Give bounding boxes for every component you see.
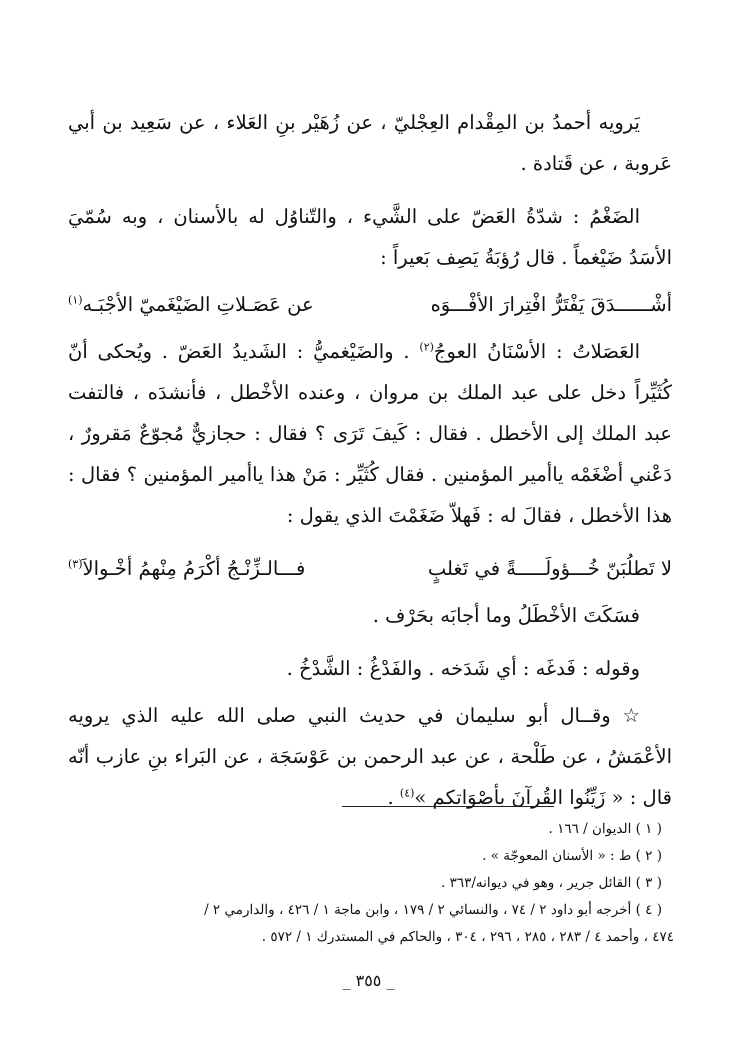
verse-jarir-second-hemistich: فـــالـزِّنْـجُ أكْرَمُ مِنْهمُ أخْـوالاَ$^{(٣)}$ xyxy=(68,557,306,580)
verse-jarir xyxy=(68,548,672,589)
footnote-ref-1: (١) xyxy=(68,293,83,307)
paragraph-akhtal-silent: فسَكَتَ الأخْطَلُ وما أجابَه بحَرْف . xyxy=(372,604,640,627)
paragraph-narration: يَرويه أحمدُ بن المِقْدام العِجْليّ ، عن زُهَيْر بنِ العَلاء ، عن سَعِيد بن أبي عَروبة ، عن قَتادة . xyxy=(68,111,672,175)
verse-ruba-first-hemistich: أشْــــــدَقَ يَفْتَرُّ افْتِرارَ الأفْـــوَه xyxy=(430,293,672,316)
footnote-ref-3: (٣) xyxy=(68,557,83,571)
main-text xyxy=(68,102,672,830)
footnote-3: ( ٣ ) القائل جرير ، وهو في ديوانه/٣٦٣ . xyxy=(441,875,662,891)
footnote-1: ( ١ ) الديوان / ١٦٦ . xyxy=(548,821,662,837)
paragraph-daghm-definition: الضَغْمُ : شدّةُ العَضّ على الشَّيء ، والتّناوُل له بالأسنان ، وبه سُمّيَ الأسَدُ ضَيْغماً . قال رُؤبَةُ يَصِف بَعيراً : xyxy=(68,205,672,269)
footnote-4-continuation: ٤٧٤ ، وأحمد ٤ / ٢٨٣ ، ٢٨٥ ، ٢٩٦ ، ٣٠٤ ، والحاكم في المستدرك ١ / ٥٧٢ . xyxy=(261,929,674,945)
verse-jarir-first-hemistich: لا تَطلُبَنّ خُـــؤولَـــــةً في تَغلبٍ xyxy=(427,557,672,580)
footnote-ref-4: (٤) xyxy=(399,786,415,800)
verse-ruba xyxy=(68,284,672,325)
verse-ruba-second-hemistich: عن عَصَـلاتِ الضَيْغَميّ الأجْبَـه$^{(١)}$ xyxy=(68,293,314,316)
paragraph-asalat-anecdote: العَصَلاتُ : الأسْنَانُ العوجُ$^{(٢)}$ . والضَيْغميُّ : الشَديدُ العَضّ . ويُحكى أنّ كُثَيِّراً دخل على عبد الملك بن مروان ، وعنده الأخْطل ، فأنشدَه ، فالتفت عبد الملك إلى الأخطل . فقال : كَيفَ تَرَى ؟ فقال : حجازيٌّ مُجوّعٌ مَقرورٌ ، دَعْني أضْغَمْه ياأمير المؤمنين . فقال كُثَيِّر : مَنْ هذا ياأمير المؤمنين ؟ فقال : هذا الأخطل ، فقالَ له : فَهلاّ ضَغَمْتَ الذي يقول : xyxy=(68,340,672,527)
footnote-2: ( ٢ ) ط : « الأسنان المعوجّة » . xyxy=(482,848,662,864)
footnote-separator xyxy=(342,806,554,807)
paragraph-hadith-quran-voices: ☆ وقــال أبو سليمان في حديث النبي صلى الله عليه الذي يرويه الأعْمَشُ ، عن طَلْحة ، عن عبد الرحمن بن عَوْسَجَة ، عن البَراء بنِ عازب أنّه قال : « زَيِّنُوا القُرآنَ بأصْوَاتكم »$^{(٤)}$ . xyxy=(68,704,672,809)
paragraph-fadgh-definition: وقوله : فَدغَه : أي شَدَخه . والفَدْغُ : الشَّدْخُ . xyxy=(286,657,640,680)
footnote-4: ( ٤ ) أخرجه أبو داود ٢ / ٧٤ ، والنسائي ٢ / ١٧٩ ، وابن ماجة ١ / ٤٢٦ ، والدارمي ٢ / xyxy=(204,902,662,918)
footnote-ref-2: (٢) xyxy=(419,340,434,354)
footnotes xyxy=(62,816,674,951)
page-number: _ ٣٥٥ _ xyxy=(342,971,395,990)
